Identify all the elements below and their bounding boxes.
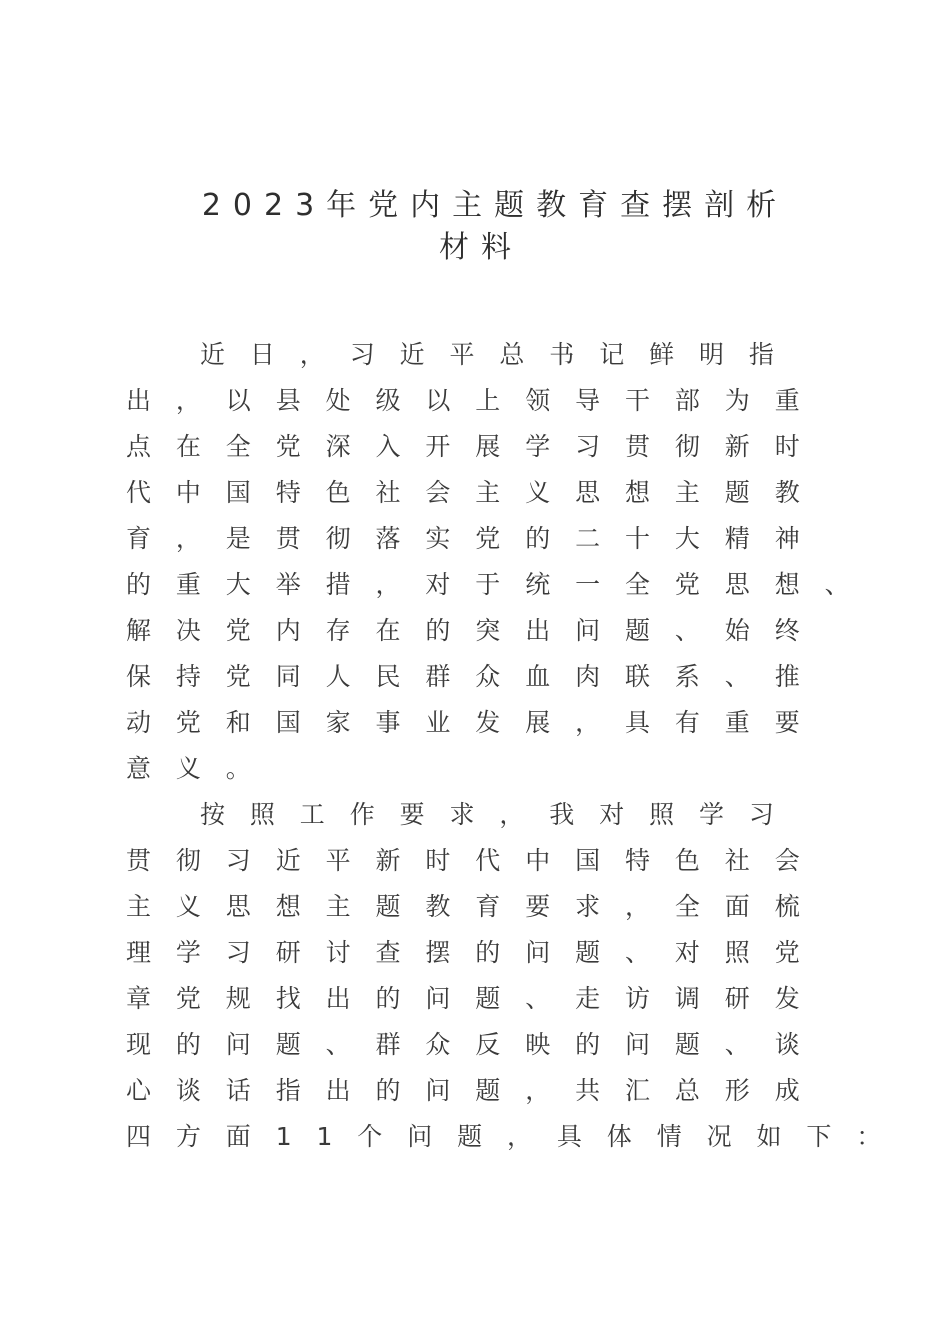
paragraph-line: 保持党同人民群众血肉联系、推 (126, 662, 825, 691)
paragraph-line: 点在全党深入开展学习贯彻新时 (126, 432, 825, 461)
document-title (0, 184, 950, 270)
title-line-2: 材料 (439, 230, 523, 265)
title-line-1: 2023年党内主题教育查摆剖析 (201, 188, 789, 223)
paragraph-line: 解决党内存在的突出问题、始终 (126, 616, 825, 645)
paragraph-line: 育，是贯彻落实党的二十大精神 (126, 524, 825, 553)
paragraph-line: 章党规找出的问题、走访调研发 (126, 984, 825, 1013)
paragraph-line: 动党和国家事业发展，具有重要 (126, 708, 825, 737)
paragraph-line: 代中国特色社会主义思想主题教 (126, 478, 825, 507)
paragraph-1 (126, 332, 950, 792)
paragraph-line: 的重大举措，对于统一全党思想、 (126, 570, 875, 599)
document-body (126, 332, 950, 1160)
paragraph-line: 出，以县处级以上领导干部为重 (126, 386, 825, 415)
paragraph-line: 意义。 (126, 754, 276, 783)
paragraph-line: 近日，习近平总书记鲜明指 (200, 340, 799, 369)
paragraph-line: 理学习研讨查摆的问题、对照党 (126, 938, 825, 967)
paragraph-line: 主义思想主题教育要求，全面梳 (126, 892, 825, 921)
paragraph-line: 四方面11个问题，具体情况如下： (126, 1122, 907, 1151)
paragraph-line: 现的问题、群众反映的问题、谈 (126, 1030, 825, 1059)
paragraph-2 (126, 792, 950, 1160)
paragraph-line: 心谈话指出的问题，共汇总形成 (126, 1076, 825, 1105)
paragraph-line: 贯彻习近平新时代中国特色社会 (126, 846, 825, 875)
paragraph-line: 按照工作要求，我对照学习 (200, 800, 799, 829)
